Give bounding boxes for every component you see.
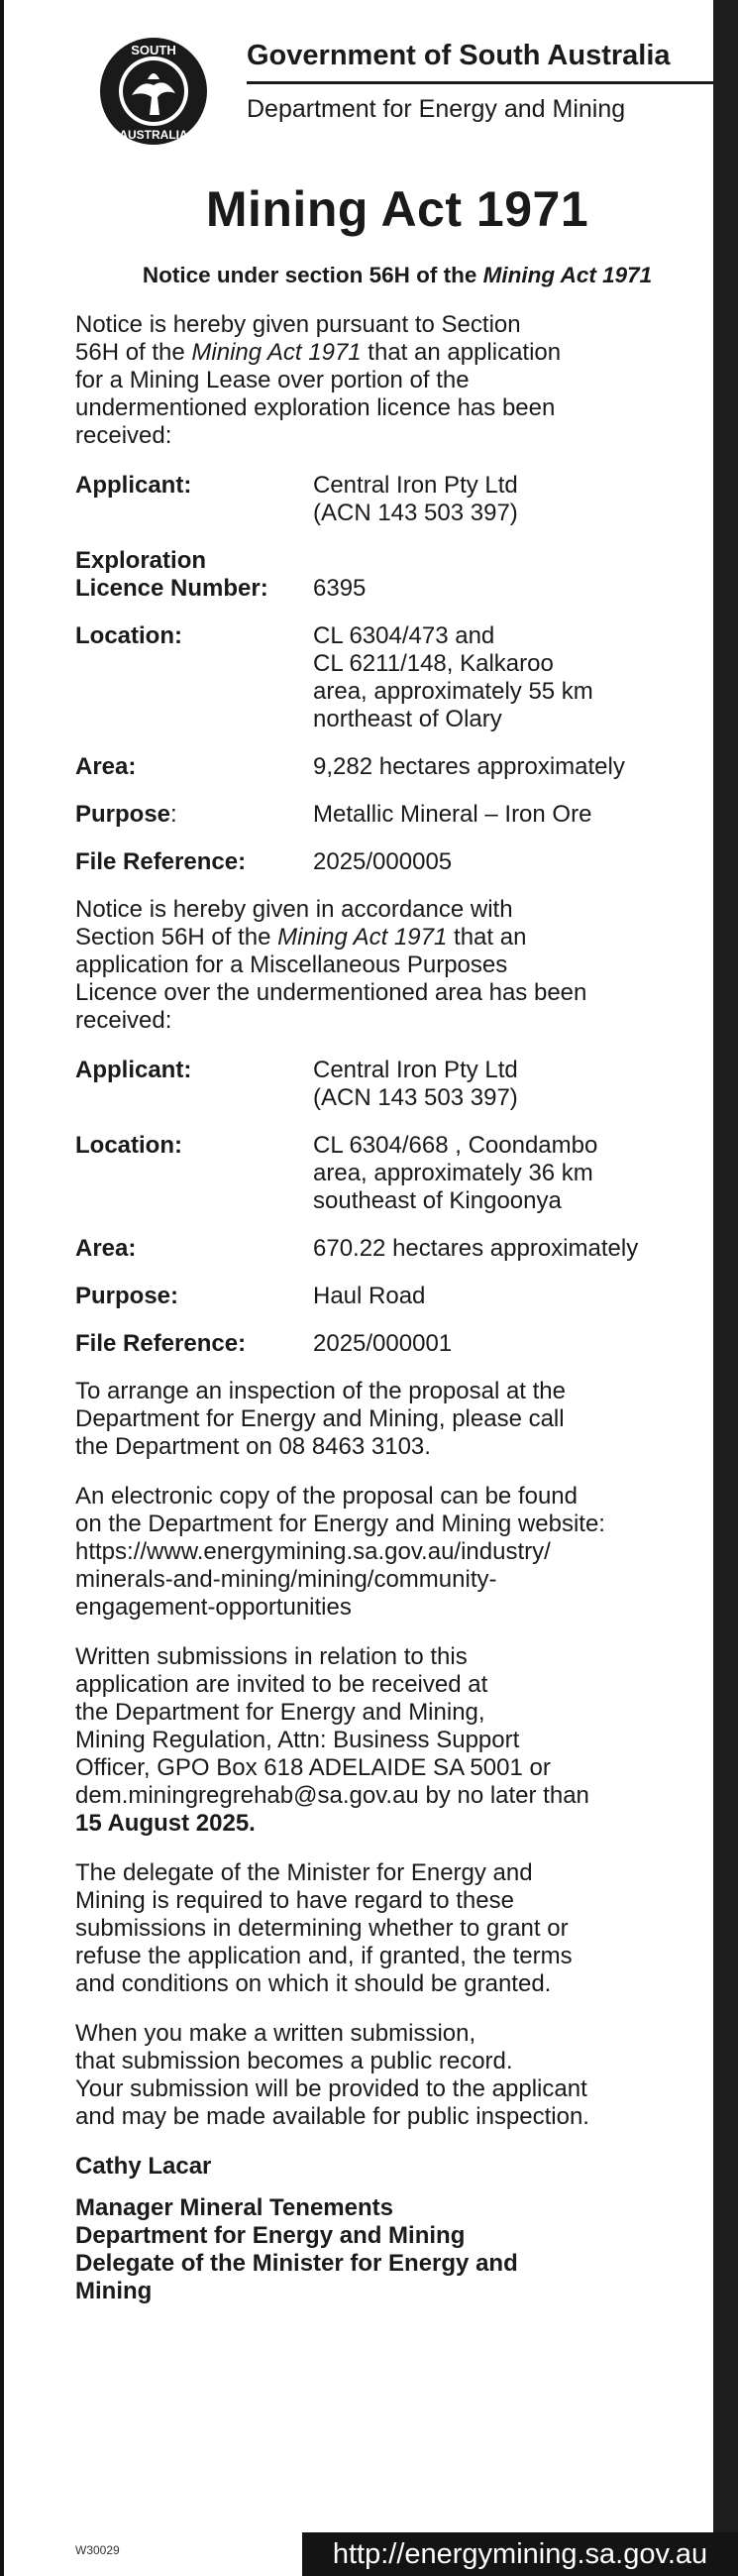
notice1-area-row [75,753,719,781]
intro-text: 56H of the [75,339,192,366]
file-reference-value: 2025/000001 [313,1330,453,1357]
delegate-line: and conditions on which it should be granted. [75,1970,552,1997]
notice1-file-row [75,848,719,876]
intro-text: Section 56H of the [75,924,278,951]
notice-subtitle [75,260,719,291]
electronic-line: An electronic copy of the proposal can be found [75,1483,578,1510]
notice2-area-row [75,1235,719,1263]
submissions-line: Written submissions in relation to this [75,1643,468,1670]
notice1-purpose-row [75,801,719,829]
signatory-department: Department for Energy and Mining [75,2222,466,2249]
location-line: area, approximately 55 km [313,678,593,705]
subtitle-prefix: Notice under section 56H of the [142,263,483,287]
exploration-label-line: Exploration [75,547,207,574]
area-value: 670.22 hectares approximately [313,1235,639,1262]
intro-text: that an application [361,339,562,366]
government-branding [247,36,738,126]
delegate-line: submissions in determining whether to grant or [75,1915,569,1942]
inspection-line: To arrange an inspection of the proposal at the [75,1378,566,1404]
purpose-label-colon: : [170,801,177,828]
submissions-line: Officer, GPO Box 618 ADELAIDE SA 5001 or [75,1754,551,1781]
notice1-intro-line: undermentioned exploration licence has been [75,394,556,421]
seal-bottom-text: AUSTRALIA [119,128,188,142]
header [63,18,697,142]
location-line: CL 6211/148, Kalkaroo [313,650,554,677]
notice-content [75,176,719,2305]
notice1-location-row [75,622,719,733]
notice2-applicant-row [75,1057,719,1112]
file-reference-label: File Reference: [75,1330,247,1357]
applicant-name: Central Iron Pty Ltd [313,1057,518,1083]
intro-text: that an [447,924,527,951]
notice1-applicant-row [75,472,719,527]
location-line: CL 6304/668 , Coondambo [313,1132,598,1159]
seal-top-text: SOUTH [131,43,176,57]
public-record-line: that submission becomes a public record. [75,2048,513,2074]
signatory-delegation: Mining [75,2278,153,2304]
exploration-label-line: Licence Number: [75,575,268,602]
electronic-copy-paragraph [75,1483,719,1622]
submissions-email-line: dem.miningregrehab@sa.gov.au by no later than [75,1782,589,1809]
footer-website-url[interactable]: http://energymining.sa.gov.au [302,2532,738,2576]
submissions-line: application are invited to be received at [75,1671,488,1698]
notice2-intro-line: received: [75,1007,172,1034]
signatory-title: Manager Mineral Tenements [75,2194,393,2221]
file-reference-label: File Reference: [75,848,247,875]
notice1-intro-line: received: [75,422,172,449]
notice2-file-row [75,1330,719,1358]
signatory-delegation: Delegate of the Minister for Energy and [75,2250,518,2277]
submission-deadline: 15 August 2025. [75,1810,256,1837]
signature-block [75,2153,719,2305]
applicant-acn: (ACN 143 503 397) [313,1084,518,1111]
purpose-value: Haul Road [313,1283,426,1309]
website-url-line[interactable]: engagement-opportunities [75,1594,352,1621]
signatory-name: Cathy Lacar [75,2153,212,2180]
submissions-line: Mining Regulation, Attn: Business Support [75,1727,520,1753]
notice1-intro [75,311,719,450]
public-record-paragraph [75,2020,719,2131]
footer-reference-code: W30029 [75,2543,120,2557]
website-url-line[interactable]: https://www.energymining.sa.gov.au/industry/ [75,1538,551,1565]
exploration-value [313,547,719,603]
inspection-paragraph [75,1378,719,1461]
purpose-label-text: Purpose [75,801,171,828]
exploration-label [75,547,313,603]
applicant-value [313,472,719,527]
purpose-label [75,801,313,829]
notice2-purpose-row [75,1283,719,1310]
inspection-line: Department for Energy and Mining, please call [75,1405,565,1432]
applicant-label: Applicant: [75,472,192,499]
sa-government-seal [98,36,209,147]
location-line: northeast of Olary [313,706,502,732]
department-name: Department for Energy and Mining [247,95,626,123]
side-bar [713,0,738,2576]
notice1-intro-line: Notice is hereby given pursuant to Section [75,311,521,338]
applicant-value [313,1057,719,1112]
area-label: Area: [75,1235,137,1262]
location-label: Location: [75,622,182,649]
public-record-line: and may be made available for public inspection. [75,2103,589,2130]
location-label: Location: [75,1132,182,1159]
public-record-line: When you make a written submission, [75,2020,476,2047]
area-value: 9,282 hectares approximately [313,753,625,780]
notice-title: Mining Act 1971 [205,181,589,237]
notice2-location-row [75,1132,719,1215]
location-value [313,622,719,733]
public-record-line: Your submission will be provided to the applicant [75,2075,587,2102]
intro-act-name: Mining Act 1971 [191,339,362,366]
purpose-value: Metallic Mineral – Iron Ore [313,801,592,828]
applicant-acn: (ACN 143 503 397) [313,500,518,526]
website-url-line[interactable]: minerals-and-mining/mining/community- [75,1566,497,1593]
area-label: Area: [75,753,137,780]
notice1-intro-line: for a Mining Lease over portion of the [75,367,470,393]
delegate-line: refuse the application and, if granted, the terms [75,1943,573,1969]
inspection-line: the Department on 08 8463 3103. [75,1433,431,1460]
submissions-paragraph [75,1643,719,1838]
notice1-intro-line [75,339,719,367]
notice2-intro [75,896,719,1035]
electronic-line: on the Department for Energy and Mining website: [75,1511,605,1537]
licence-number: 6395 [313,575,367,602]
notice2-intro-line [75,924,719,952]
delegate-line: The delegate of the Minister for Energy and [75,1859,533,1886]
delegate-paragraph [75,1859,719,1998]
notice2-intro-line: Licence over the undermentioned area has been [75,979,587,1006]
government-title: Government of South Australia [247,40,671,71]
delegate-line: Mining is required to have regard to these [75,1887,514,1914]
purpose-label: Purpose: [75,1283,179,1309]
submissions-line: the Department for Energy and Mining, [75,1699,485,1726]
location-line: CL 6304/473 and [313,622,495,649]
applicant-name: Central Iron Pty Ltd [313,472,518,499]
location-line: area, approximately 36 km [313,1160,593,1186]
header-divider [247,81,737,84]
file-reference-value: 2025/000005 [313,848,453,875]
notice2-intro-line: Notice is hereby given in accordance with [75,896,513,923]
notice1-exploration-row [75,547,719,603]
notice2-intro-line: application for a Miscellaneous Purposes [75,952,508,978]
intro-act-name: Mining Act 1971 [277,924,448,951]
location-value [313,1132,719,1215]
subtitle-act-name: Mining Act 1971 [482,263,653,287]
applicant-label: Applicant: [75,1057,192,1083]
location-line: southeast of Kingoonya [313,1187,562,1214]
